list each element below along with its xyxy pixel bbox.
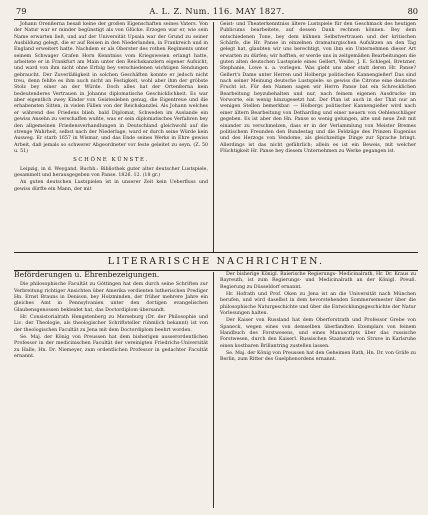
section-heading-schone-kunste: SCHÖNE KÜNSTE. xyxy=(73,157,149,164)
header-rule xyxy=(14,19,418,20)
news-item: Se. Maj. der König von Preussen hat dem bisherigen ausserordentlichen Professor in der medicinischen Facultät der vereinigten Friedrichs-Universität zu Halle, Hn. Dr. Niemeyer, zum ordentlichen Professor in gedachter Facultät ernannt. xyxy=(14,335,208,360)
page-number-right: 80 xyxy=(407,6,418,16)
book-citation: Leipzig, in d. Weygand. Buchh.: Bibliothek guter alter deutscher Lustspiele, gesammelt und herausgegeben von Panse. 1826. 12. (18 gr.) xyxy=(14,166,208,178)
column-divider-bottom xyxy=(213,272,214,508)
news-item: Se. Maj. der König von Preussen hat den Geheimen Rath, Hn. Dr. von Gräfe zu Berlin, zum Ritter des Guelphenordens ernannt. xyxy=(220,351,416,363)
subheading-beforderungen: Beförderungen u. Ehrenbezeigungen. xyxy=(14,270,160,279)
right-column-top xyxy=(220,22,416,156)
news-item: Hr. Hofrath und Prof. Oken zu Jena ist an die Universität nach München berufen, und wird daselbst in dem bevorstehenden Sommersemester über die philosophische Naturgeschichte und über die Entwicklungsgeschichte der Natur Vorlesungen halten. xyxy=(220,292,416,317)
running-title: A. L. Z. Num. 116. MAY 1827. xyxy=(149,6,285,16)
running-header xyxy=(16,4,418,18)
news-item: Die philosophische Facultät zu Göttingen hat dem durch seine Schriften zur Verbreitung richtiger Ansichten über Amerika verdienten lutherischen Prediger Hn. Ernst Brauns in Denison, bey Holzminden, der früher mehrere Jahre ein gleiches Amt in Pennsylvanien unter den dortigen evangelischen Glaubensgenossen bekleidet hat, das Doctordiplom übersandt. xyxy=(14,282,208,313)
news-item: Der Kaiser von Russland hat dem Oberforstrath und Professor Grebe von Spaneck, wegen eines von demselben überfandten Exemplars von feinem Handbuch des Forstwesens, und eines Manuscripts über das russische Forstwesen, durch den Kaiserl. Russischen Staatsrath von Struve in Karlsruhe einen kostbaren Brillantring zustellen lassen. xyxy=(220,318,416,349)
body-paragraph: Johann Orenßerna besaß keine der großen Eigenschaften seines Vaters. Von der Natur war er minder begünstigt als von Glücke. Erzogen war er, wie sein Name erwarten ließ, und auf der Universität Upsala war der Grund zu seiner Ausbildung gelegt, die er auf Reisen in den Niederlanden, in Frankreich und in England erweitert hatte. Nachdem er als Oberster des rothen Regiments unter seinem Schwager Grafen Horn Kenntniss vom Kriegswesen erlangt hatte, arbeitete er in Frankfurt am Main unter den Reichskanzlern eigener Aufsicht, und ward von ihm nicht ohne Erfolg bey verschiedenen wichtigen Sendungen gebraucht. Der Zuverläßigkeit in solchen Geschäften konnte er jedoch nicht treu, denn fehlte es ihm auch nicht an Festigkeit, wohl aber ihm der gröbste Stolz bey einer an der Würde. Doch alles hat der Ortenßerna kein bedeutenderes Vertrauen in Johanns diplomatische Geschicklichkeit. Es war aber eigentlich zwey Kinder von Geistesleben genug, die Eigentreue und die erhabensten Sitten, in vielen Fällen von der Reichskanzlei. Als Johann welches er während des Friedens blieb, bald Diplomat, Schweden im Auslande ein gewiss Ansehn zu verschaffen wußte, was er sein diplomatisches Verfahren bey den allgemeinen Friedensverhandlungen in Deutschland gleichwohl auf die strenge Wahrheit, selbst nach der Niederlage, ward er durch seine Würde kein Ausweg. Er starb 1657 in Wismar, und das Ende seines Werks in Ehre gewiss Arbeit, daß jemals so schwerer Abgeordneter vor feste geleitet zu seyn. (Z. 50 u. 51) xyxy=(14,22,208,154)
review-paragraph: An guten deutschen Lustspielen ist in unserer Zeit kein Ueberfluss und gewiss dürfte ein Mann, der mit xyxy=(14,180,208,192)
news-item: Der bisherige Königl. Baierische Regierungs- Medicinalrath, Hr. Dr. Kraus zu Bayreuth, ist zum Regierungs- und Medicinalrath an der Königl. Preuß. Regierung zu Düsseldorf ernannt. xyxy=(220,272,416,290)
literarische-nachrichten-band: LITERARISCHE NACHRICHTEN. xyxy=(14,252,418,271)
left-column-top xyxy=(14,22,208,194)
left-column-bottom xyxy=(14,272,208,361)
page-number-left: 79 xyxy=(16,6,27,16)
right-column-bottom xyxy=(220,272,416,365)
column-divider-top xyxy=(213,22,214,252)
review-continuation: Geist- und Theaterkenntniss ältere Lustspiele für den Geschmack des heutigen Publicums bearbeitete, auf dessen Dank rechnen können. Bey dem entschiedenen Tone, bey dem kühnen Selbstvertrauen und der kritischen Schärfe, die Hr. Panse in einzelnen dramaturgischen Aufsätzen an den Tag gelegt hat, glaubten wir uns berechtigt, von ihm ein Unternehmen dieser Art erwarten zu dürfen; wir hofften, er werde uns in zeitgemäßen Bearbeitungen die guten alten deutschen Lustspiele eines Gellert, Weiße, J. E. Schlegel, Bretzner, Stephanie, Lowe u. a. vorlegen. Was giebt uns aber statt deren Hr. Panse? Gellert's Dame unter Herren und Holbergs politischen Kannengießer! Das sind nach seiner Meinung deutsche Lustspiele: so gewiss die Citrone eine deutsche Frucht ist. Für den Namen sagen wir Herrn Panse bat ein Schrecklichen Bearbeitung beyzubehalten und nur, nach feinem eigenen Ausdrucke im Vorworte, ein wenig hinzugesetzt hat. Der Plan ist auch in der That nur an wenigen Stellen bemerkbar. — Holbergs politischer Kannengießer wird nach einer ältern Bearbeitung von Detharding und einer neuern von Oehlenschläger gegeben. Es ist aber den Hn. Panse so wenig gelungen, alte und neue Zeit mit einander zu verschmelzen, dass er in der Verlammlung von Meister Bremes politischem Freunden den Bundestag und die Feldzüge des Prinzen Eugenius und des Herzogs von Vendome, als gleichzeitige Dinge zur Sprache bringt. Allerdings ist das nicht gefährlich; allein es ist ein Beweis, mit welcher Flüchtigkeit Hr. Panse bey diesem Unternehmen zu Werke gegangen ist. xyxy=(220,22,416,154)
news-item: Hr. Consistorialrath Hengstenberg zu Merseburg (Dr. der Philosophie und Lic. der Theologie, als theologischer Schriftsteller rühmlich bekannt) ist von der theologischen Facultät zu Jena mit dem Doctordiplom beehrt worden. xyxy=(14,315,208,333)
